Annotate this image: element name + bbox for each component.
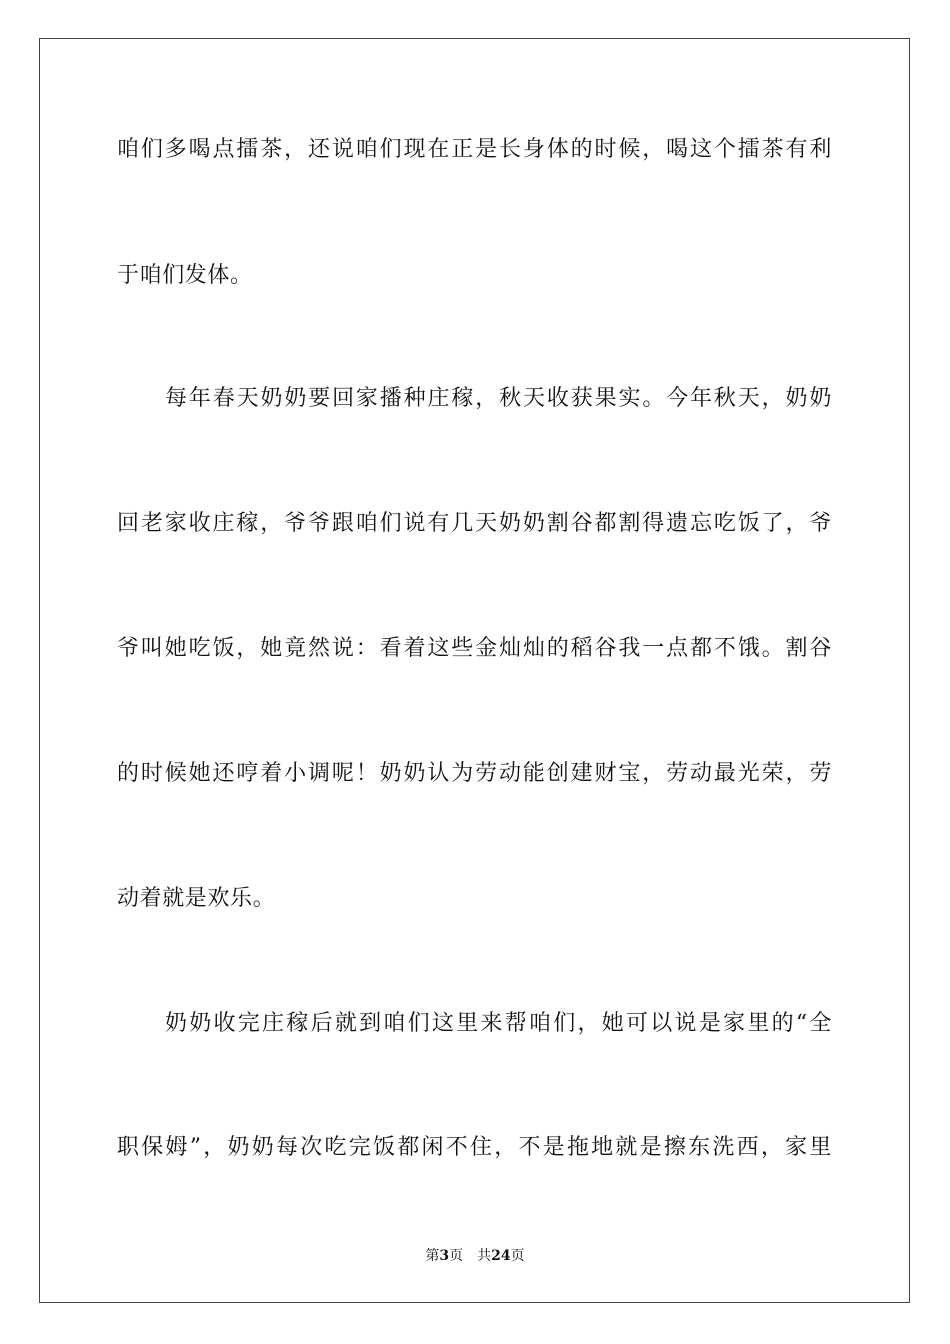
- paragraph-line: 每年春天奶奶要回家播种庄稼，秋天收获果实。今年秋天，奶奶: [165, 386, 832, 411]
- footer-page-suffix: 页: [449, 1248, 464, 1264]
- footer-page-current: 3: [439, 1248, 450, 1264]
- footer-page-total: 24: [491, 1248, 511, 1264]
- paragraph-line: 的时候她还哼着小调呢！奶奶认为劳动能创建财宝，劳动最光荣，劳: [117, 761, 832, 786]
- footer-page-prefix: 第: [425, 1248, 440, 1264]
- paragraph-line: 于咱们发体。: [117, 263, 253, 288]
- paragraph-line: 爷叫她吃饭，她竟然说：看着这些金灿灿的稻谷我一点都不饿。割谷: [117, 636, 832, 661]
- paragraph-line: 奶奶收完庄稼后就到咱们这里来帮咱们，她可以说是家里的“全: [165, 1011, 832, 1036]
- page-border: [39, 38, 910, 1303]
- paragraph-line: 回老家收庄稼，爷爷跟咱们说有几天奶奶割谷都割得遗忘吃饭了，爷: [117, 511, 832, 536]
- paragraph-line: 动着就是欢乐。: [117, 886, 276, 911]
- footer-total-suffix: 页: [510, 1248, 525, 1264]
- paragraph-line: 职保姆”，奶奶每次吃完饭都闲不住，不是拖地就是擦东洗西，家里: [117, 1135, 832, 1160]
- footer-total-prefix: 共: [477, 1248, 492, 1264]
- page-footer: [0, 1246, 950, 1266]
- paragraph-line: 咱们多喝点擂茶，还说咱们现在正是长身体的时候，喝这个擂茶有利: [117, 137, 832, 162]
